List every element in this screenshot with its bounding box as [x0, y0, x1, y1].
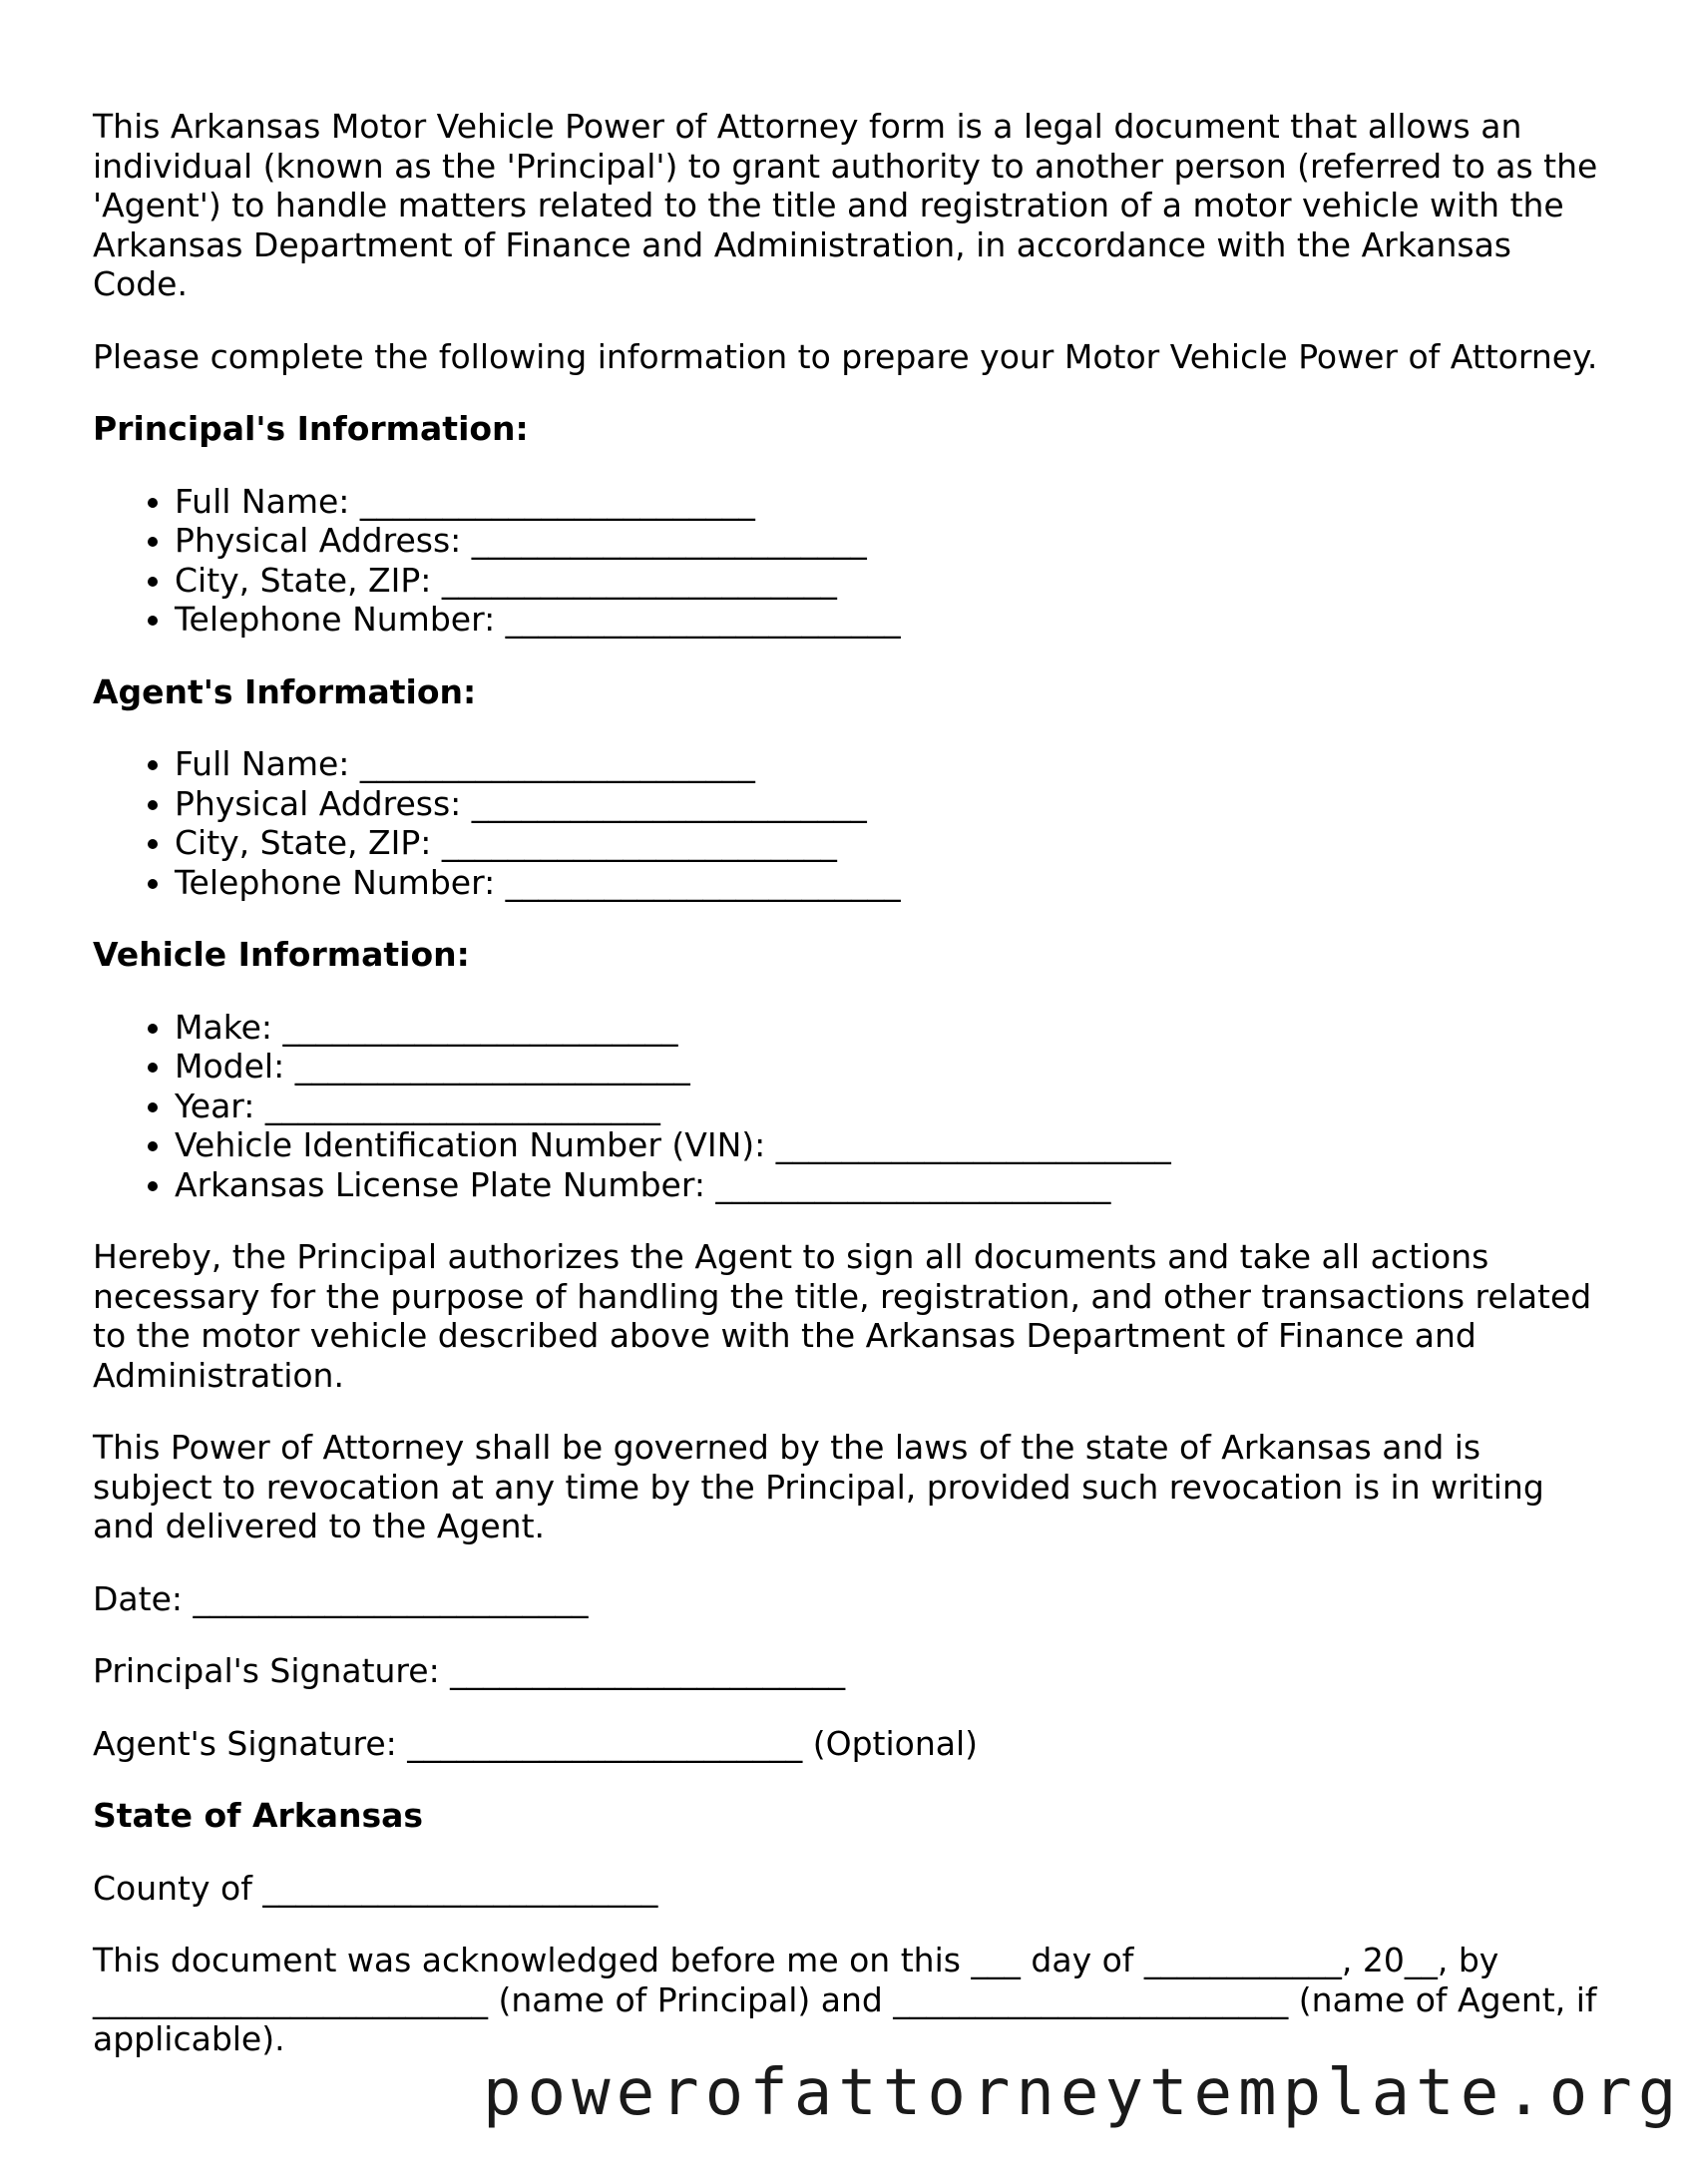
- agent-address-field: • Physical Address: ________________________: [175, 784, 1609, 824]
- county-line: County of ________________________: [93, 1868, 658, 1908]
- notary-state-heading: State of Arkansas: [93, 1796, 424, 1835]
- agent-fields-list: [93, 744, 1609, 902]
- agent-section-heading: Agent's Information:: [93, 671, 477, 711]
- agent-full-name-field: • Full Name: ________________________: [175, 744, 1609, 784]
- principal-fields-list: [93, 482, 1609, 640]
- agent-signature-line: Agent's Signature: ________________________ (Optional): [93, 1723, 979, 1763]
- principal-full-name-field: • Full Name: ________________________: [175, 482, 1609, 522]
- vehicle-model-field: • Model: ________________________: [175, 1047, 1609, 1087]
- vehicle-section-heading: Vehicle Information:: [93, 935, 470, 974]
- date-line: Date: ________________________: [93, 1578, 589, 1618]
- principal-section-heading: Principal's Information:: [93, 409, 529, 448]
- acknowledgment-paragraph: This document was acknowledged before me on this ___ day of ____________, 20__, by ________________________ (name of Principal) and ________________________ (name of Agent, if applicable).: [93, 1941, 1597, 2058]
- vehicle-plate-field: • Arkansas License Plate Number: ________________________: [175, 1165, 1609, 1205]
- authorization-paragraph: Hereby, the Principal authorizes the Agent to sign all documents and take all actions necessary for the purpose of handling the title, registration, and other transactions related to the motor vehicle described above with the Arkansas Department of Finance and Administration.: [93, 1237, 1592, 1395]
- vehicle-make-field: • Make: ________________________: [175, 1008, 1609, 1048]
- instructions-paragraph: Please complete the following information to prepare your Motor Vehicle Power of Attorney.: [93, 336, 1598, 376]
- watermark: powerofattorneytemplate.org: [483, 2056, 1683, 2130]
- vehicle-fields-list: [93, 1008, 1609, 1205]
- governing-law-paragraph: This Power of Attorney shall be governed by the laws of the state of Arkansas and is subject to revocation at any time by the Principal, provided such revocation is in writing and delivered to the Agent.: [93, 1428, 1544, 1545]
- agent-city-state-zip-field: • City, State, ZIP: ________________________: [175, 823, 1609, 863]
- principal-address-field: • Physical Address: ________________________: [175, 521, 1609, 561]
- principal-city-state-zip-field: • City, State, ZIP: ________________________: [175, 561, 1609, 601]
- principal-telephone-field: • Telephone Number: ________________________: [175, 600, 1609, 640]
- vehicle-year-field: • Year: ________________________: [175, 1087, 1609, 1126]
- vehicle-vin-field: • Vehicle Identification Number (VIN): ________________________: [175, 1125, 1609, 1165]
- document-page: [93, 107, 1609, 2092]
- principal-signature-line: Principal's Signature: ________________________: [93, 1651, 846, 1690]
- agent-telephone-field: • Telephone Number: ________________________: [175, 863, 1609, 903]
- intro-paragraph: This Arkansas Motor Vehicle Power of Attorney form is a legal document that allows an individual (known as the 'Principal') to grant authority to another person (referred to as the 'Agent') to handle matters related to the title and registration of a motor vehicle with the Arkansas Department of Finance and Administration, in accordance with the Arkansas Code.: [93, 107, 1598, 303]
